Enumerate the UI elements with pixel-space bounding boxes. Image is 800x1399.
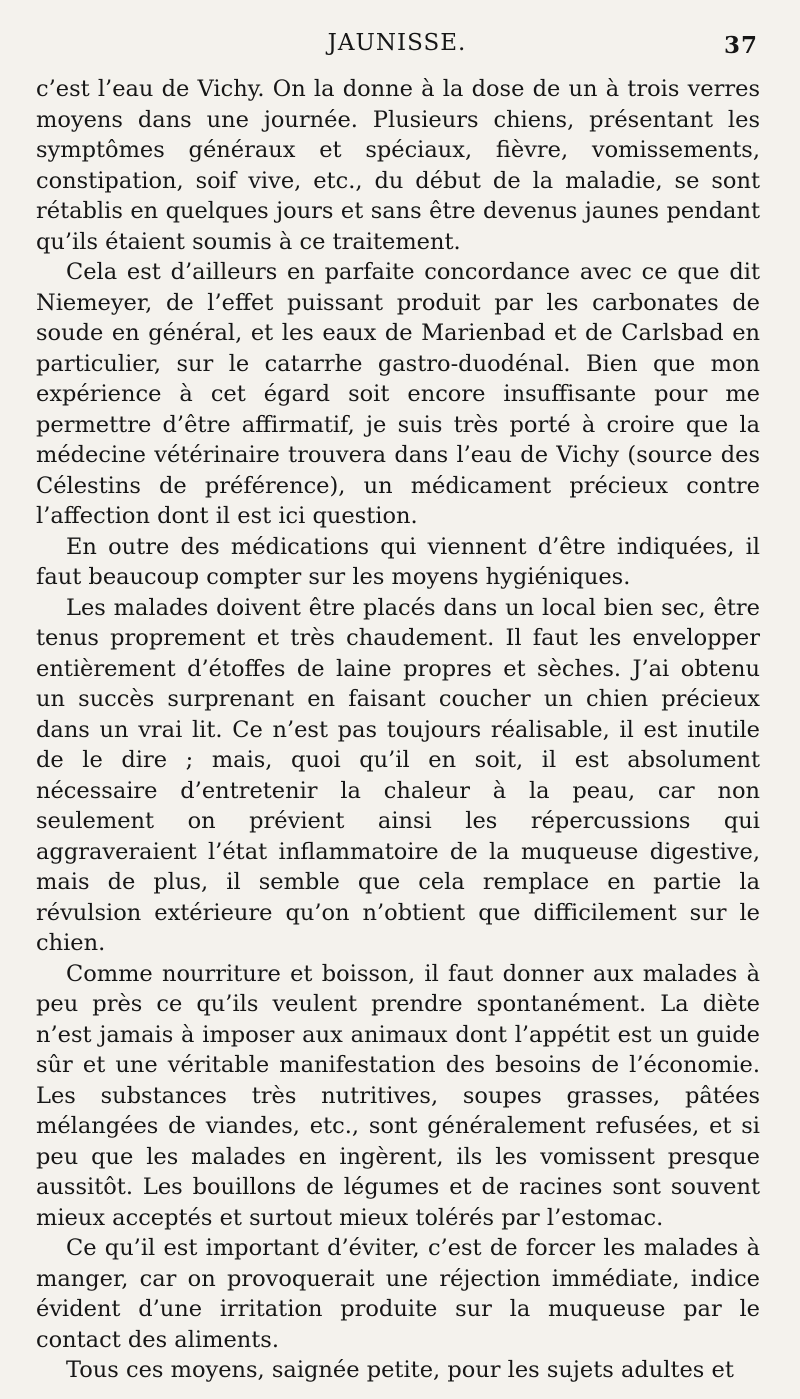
paragraph-5: Comme nourriture et boisson, il faut donner aux malades à peu près ce qu’ils veulent prendre spontanément. La diète n’est jamais à imposer aux animaux dont l’appétit est un guide sûr et une véritable manifestation des besoins de l’économie. Les substances très nutritives, soupes grasses, pâtées mélangées de viandes, etc., sont généralement refusées, et si peu que les malades en ingèrent, ils les vomissent presque aussitôt. Les bouillons de légumes et de racines sont souvent mieux acceptés et surtout mieux tolérés par l’estomac. bbox=[36, 960, 760, 1231]
paragraph-7: Tous ces moyens, saignée petite, pour les sujets adultes et bbox=[66, 1357, 734, 1383]
paragraph-6: Ce qu’il est important d’éviter, c’est de forcer les malades à manger, car on provoquerait une réjection immédiate, indice évident d’une irritation produite sur la muqueuse par le contact des aliments. bbox=[36, 1235, 760, 1353]
paragraph-1: c’est l’eau de Vichy. On la donne à la dose de un à trois verres moyens dans une journée. Plusieurs chiens, présentant les symptômes généraux et spéciaux, fièvre, vomissements, constipation, soif vive, etc., du début de la maladie, se sont rétablis en quelques jours et sans être devenus jaunes pendant qu’ils étaient soumis à ce traitement. bbox=[36, 76, 760, 255]
paragraph-2: Cela est d’ailleurs en parfaite concordance avec ce que dit Niemeyer, de l’effet puissant produit par les carbonates de soude en général, et les eaux de Marienbad et de Carlsbad en particulier, sur le catarrhe gastro-duodénal. Bien que mon expérience à cet égard soit encore insuffisante pour me permettre d’être affirmatif, je suis très porté à croire que la médecine vétérinaire trouvera dans l’eau de Vichy (source des Célestins de préférence), un médicament précieux contre l’affection dont il est ici question. bbox=[36, 259, 760, 529]
paragraph-3: En outre des médications qui viennent d’être indiquées, il faut beaucoup compter sur les moyens hygiéniques. bbox=[36, 533, 760, 590]
paragraph-4: Les malades doivent être placés dans un local bien sec, être tenus proprement et très chaudement. Il faut les envelopper entièrement d’étoffes de laine propres et sèches. J’ai obtenu un succès surprenant en faisant coucher un chien précieux dans un vrai lit. Ce n’est pas toujours réalisable, il est inutile de le dire ; mais, quoi qu’il en soit, il est absolument nécessaire d’entretenir la chaleur à la peau, car non seulement on prévient ainsi les répercussions qui aggraveraient l’état inflammatoire de la muqueuse digestive, mais de plus, il semble que cela remplace en partie la révulsion extérieure qu’on n’obtient que difficilement sur le chien. bbox=[36, 594, 760, 956]
running-head bbox=[36, 30, 758, 64]
running-title: JAUNISSE. bbox=[327, 30, 467, 56]
text-body bbox=[36, 74, 760, 1386]
page-number: 37 bbox=[723, 32, 758, 59]
